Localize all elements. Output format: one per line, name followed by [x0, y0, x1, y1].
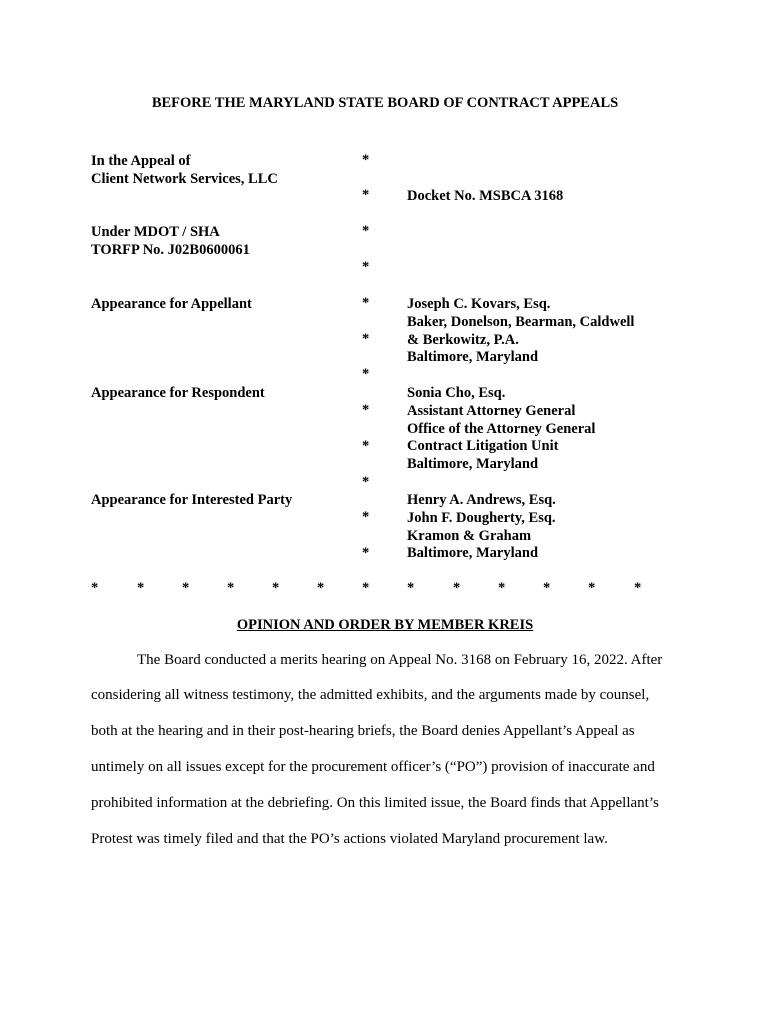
caption-star: *	[362, 331, 370, 347]
separator-star: *	[453, 580, 461, 596]
docket-number: Docket No. MSBCA 3168	[407, 188, 564, 204]
appellant-appearance-label: Appearance for Appellant	[91, 296, 252, 312]
agency-line: Under MDOT / SHA	[91, 224, 220, 240]
caption-star: *	[362, 187, 370, 203]
counsel-line: Baltimore, Maryland	[407, 545, 539, 562]
counsel-line: Baltimore, Maryland	[407, 349, 539, 366]
separator-star: *	[498, 580, 506, 596]
separator-star: *	[634, 580, 642, 596]
opinion-line: both at the hearing and in their post-hearing briefs, the Board denies Appellant’s Appeal as	[91, 723, 635, 739]
opinion-line: Protest was timely filed and that the PO’s actions violated Maryland procurement law.	[91, 831, 608, 847]
appellant-counsel	[407, 295, 634, 366]
caption-star: *	[362, 545, 370, 561]
caption-star: *	[362, 366, 370, 382]
counsel-line: Office of the Attorney General	[407, 420, 596, 437]
counsel-line: Joseph C. Kovars, Esq.	[407, 296, 551, 312]
opinion-line: The Board conducted a merits hearing on Appeal No. 3168 on February 16, 2022. After	[137, 652, 663, 668]
respondent-counsel	[407, 384, 595, 473]
separator-star: *	[362, 580, 370, 596]
caption-star: *	[362, 295, 370, 311]
appellant-name: Client Network Services, LLC	[91, 171, 278, 187]
counsel-line: John F. Dougherty, Esq.	[407, 509, 556, 526]
caption-star: *	[362, 509, 370, 525]
separator-star: *	[317, 580, 325, 596]
counsel-line: Contract Litigation Unit	[407, 438, 559, 455]
opinion-line: untimely on all issues except for the procurement officer’s (“PO”) provision of inaccurate and	[91, 759, 655, 775]
counsel-line: & Berkowitz, P.A.	[407, 331, 519, 348]
appeal-caption	[91, 152, 278, 188]
interested-party-appearance-label: Appearance for Interested Party	[91, 492, 293, 508]
separator-star: *	[227, 580, 235, 596]
separator-star: *	[543, 580, 551, 596]
counsel-line: Henry A. Andrews, Esq.	[407, 492, 556, 508]
caption-star: *	[362, 152, 370, 168]
caption-star: *	[362, 402, 370, 418]
opinion-line: prohibited information at the debriefing. On this limited issue, the Board finds that Appellant’s	[91, 795, 659, 811]
separator-star: *	[407, 580, 415, 596]
caption-star: *	[362, 223, 370, 239]
separator-star: *	[91, 580, 99, 596]
board-heading: BEFORE THE MARYLAND STATE BOARD OF CONTRACT APPEALS	[151, 95, 619, 111]
separator-star: *	[588, 580, 596, 596]
respondent-appearance-label: Appearance for Respondent	[91, 385, 265, 401]
torfp-number: TORFP No. J02B0600061	[91, 242, 250, 258]
under-caption	[91, 223, 250, 259]
separator-star: *	[272, 580, 280, 596]
separator-star: *	[182, 580, 190, 596]
counsel-line: Kramon & Graham	[407, 527, 532, 544]
separator-star: *	[137, 580, 145, 596]
caption-star: *	[362, 474, 370, 490]
caption-star: *	[362, 438, 370, 454]
opinion-title: OPINION AND ORDER BY MEMBER KREIS	[236, 617, 534, 633]
appeal-line-1: In the Appeal of	[91, 153, 191, 169]
counsel-line: Sonia Cho, Esq.	[407, 385, 506, 401]
counsel-line: Assistant Attorney General	[407, 402, 576, 419]
interested-party-counsel	[407, 491, 556, 562]
opinion-line: considering all witness testimony, the admitted exhibits, and the arguments made by counsel,	[91, 687, 650, 703]
counsel-line: Baker, Donelson, Bearman, Caldwell	[407, 313, 635, 330]
counsel-line: Baltimore, Maryland	[407, 456, 539, 473]
caption-star: *	[362, 259, 370, 275]
